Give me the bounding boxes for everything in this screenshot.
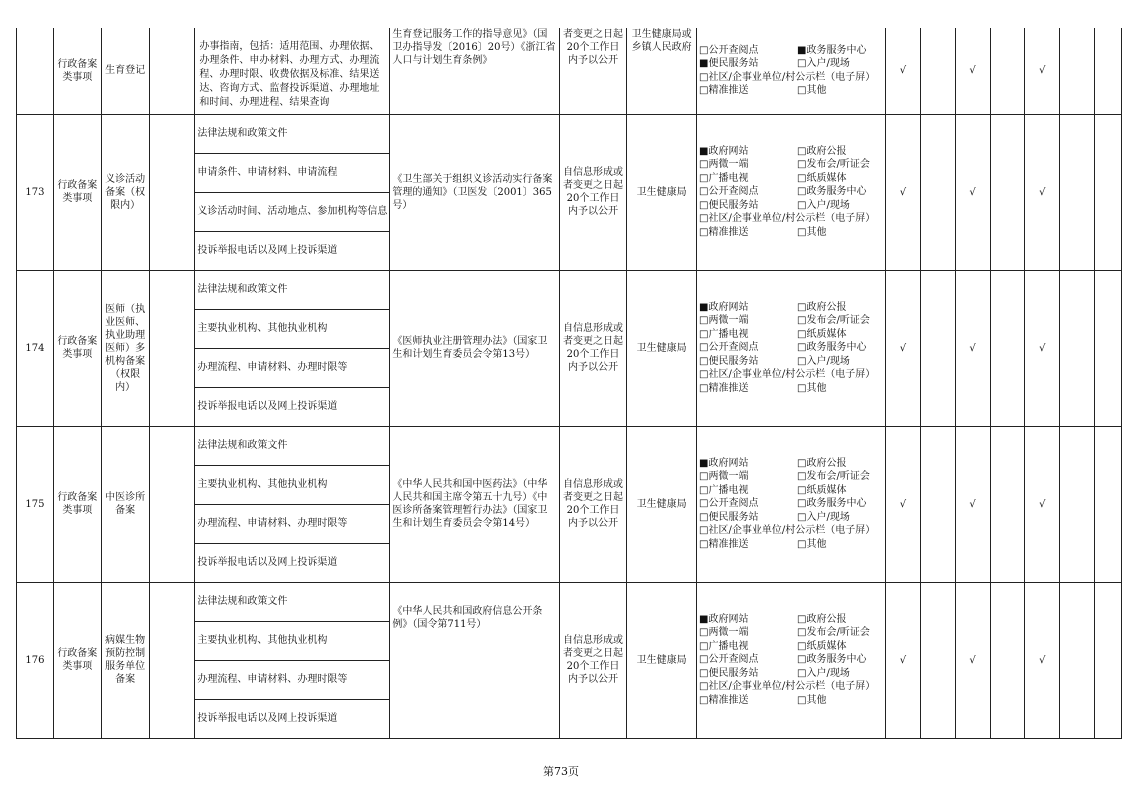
unchecked-box-icon: □ <box>797 355 807 367</box>
channel-label: 社区/企事业单位/村公示栏（电子屏） <box>708 369 876 381</box>
unchecked-box-icon: □ <box>699 484 709 496</box>
page-number: 第73页 <box>543 765 579 778</box>
empty-cell <box>1060 114 1095 270</box>
channel-option <box>699 524 883 538</box>
table-row <box>17 114 1122 153</box>
row-item: 病媒生物预防控制服务单位备案 <box>101 582 149 738</box>
check-mark: √ <box>955 270 990 426</box>
row-id: 176 <box>17 582 54 738</box>
channel-option <box>797 328 883 342</box>
channel-label: 发布会/听证会 <box>806 627 870 639</box>
unchecked-box-icon: □ <box>797 640 807 652</box>
content-cell: 投诉举报电话以及网上投诉渠道 <box>195 699 390 738</box>
channel-option <box>699 172 797 186</box>
row-category: 行政备案类事项 <box>53 582 101 738</box>
row-subitem <box>149 582 195 738</box>
channel-label: 发布会/听证会 <box>806 315 870 327</box>
row-item: 生育登记 <box>101 28 149 114</box>
channel-label: 两微一端 <box>708 159 749 171</box>
checked-box-icon: ■ <box>699 613 709 625</box>
channel-option <box>699 212 883 226</box>
unchecked-box-icon: □ <box>797 627 807 639</box>
empty-cell <box>990 114 1025 270</box>
channel-label: 政务服务中心 <box>806 186 867 198</box>
channel-option <box>797 470 883 484</box>
unchecked-box-icon: □ <box>699 538 709 550</box>
check-mark: √ <box>886 582 921 738</box>
timing-cell: 自信息形成或者变更之日起20个工作日内予以公开 <box>559 582 627 738</box>
channel-option <box>797 694 883 708</box>
channel-option <box>699 368 883 382</box>
channel-label: 政务服务中心 <box>806 342 867 354</box>
unchecked-box-icon: □ <box>797 328 807 340</box>
channel-label: 精准推送 <box>708 538 749 550</box>
unchecked-box-icon: □ <box>797 667 807 679</box>
channel-label: 入户/现场 <box>806 511 850 523</box>
channel-option <box>699 470 797 484</box>
channel-option <box>699 667 797 681</box>
channel-label: 社区/企事业单位/村公示栏（电子屏） <box>708 681 876 693</box>
basis-cell: 《中华人民共和国中医药法》（中华人民共和国主席令第五十九号）《中医诊所备案管理暂行办法》（国家卫生和计划生育委员会令第14号） <box>390 426 559 582</box>
empty-cell <box>1095 270 1122 426</box>
unchecked-box-icon: □ <box>699 159 709 171</box>
unchecked-box-icon: □ <box>797 382 807 394</box>
subject-cell: 卫生健康局 <box>627 426 697 582</box>
unchecked-box-icon: □ <box>797 511 807 523</box>
content-cell: 投诉举报电话以及网上投诉渠道 <box>195 387 390 426</box>
channel-option <box>797 185 883 199</box>
channel-label: 广播电视 <box>708 640 749 652</box>
channel-label: 其他 <box>806 226 827 238</box>
channel-option <box>797 626 883 640</box>
channel-label: 公开查阅点 <box>708 44 759 56</box>
channel-option <box>797 145 883 159</box>
channel-option <box>797 226 883 240</box>
unchecked-box-icon: □ <box>797 58 807 70</box>
empty-cell <box>1060 28 1095 114</box>
empty-cell <box>920 270 955 426</box>
empty-cell <box>1095 426 1122 582</box>
empty-cell <box>1095 582 1122 738</box>
unchecked-box-icon: □ <box>699 315 709 327</box>
channel-label: 精准推送 <box>708 694 749 706</box>
channel-label: 其他 <box>806 85 827 97</box>
channel-option <box>699 382 797 396</box>
channel-label: 社区/企事业单位/村公示栏（电子屏） <box>708 213 876 225</box>
channel-label: 政府网站 <box>708 457 749 469</box>
unchecked-box-icon: □ <box>699 342 709 354</box>
unchecked-box-icon: □ <box>699 213 709 225</box>
channel-option <box>797 640 883 654</box>
channel-label: 公开查阅点 <box>708 654 759 666</box>
channel-label: 政务服务中心 <box>806 498 867 510</box>
content-cell: 办理流程、申请材料、办理时限等 <box>195 660 390 699</box>
empty-cell <box>990 28 1025 114</box>
unchecked-box-icon: □ <box>699 667 709 679</box>
empty-cell <box>920 28 955 114</box>
row-item: 医师（执业医师、执业助理医师）多机构备案（权限内） <box>101 270 149 426</box>
content-cell: 主要执业机构、其他执业机构 <box>195 621 390 660</box>
channel-label: 入户/现场 <box>806 355 850 367</box>
empty-cell <box>1095 114 1122 270</box>
channel-label: 政府公报 <box>806 301 847 313</box>
unchecked-box-icon: □ <box>699 654 709 666</box>
check-mark: √ <box>886 114 921 270</box>
channels-cell <box>697 28 886 114</box>
channel-label: 公开查阅点 <box>708 186 759 198</box>
check-mark: √ <box>1025 426 1060 582</box>
content-cell: 义诊活动时间、活动地点、参加机构等信息 <box>195 192 390 231</box>
row-category: 行政备案类事项 <box>53 114 101 270</box>
subject-cell: 卫生健康局 <box>627 582 697 738</box>
channel-option <box>699 640 797 654</box>
unchecked-box-icon: □ <box>797 159 807 171</box>
channel-option <box>797 172 883 186</box>
check-mark: √ <box>955 114 990 270</box>
unchecked-box-icon: □ <box>797 538 807 550</box>
row-id: 173 <box>17 114 54 270</box>
disclosure-table <box>16 28 1122 739</box>
row-id <box>17 28 54 114</box>
channel-option <box>797 314 883 328</box>
channel-option <box>699 199 797 213</box>
unchecked-box-icon: □ <box>797 457 807 469</box>
channel-option <box>797 538 883 552</box>
channel-label: 政府公报 <box>806 457 847 469</box>
unchecked-box-icon: □ <box>699 382 709 394</box>
unchecked-box-icon: □ <box>699 71 709 83</box>
row-category: 行政备案类事项 <box>53 270 101 426</box>
check-mark: √ <box>1025 582 1060 738</box>
check-mark: √ <box>955 582 990 738</box>
unchecked-box-icon: □ <box>797 694 807 706</box>
unchecked-box-icon: □ <box>797 145 807 157</box>
content-cell: 投诉举报电话以及网上投诉渠道 <box>195 543 390 582</box>
channel-option <box>797 511 883 525</box>
channel-label: 便民服务站 <box>708 667 759 679</box>
unchecked-box-icon: □ <box>699 640 709 652</box>
channel-option <box>699 185 797 199</box>
channels-cell <box>697 114 886 270</box>
check-mark: √ <box>886 28 921 114</box>
channel-option <box>797 497 883 511</box>
channel-label: 便民服务站 <box>708 355 759 367</box>
channel-label: 广播电视 <box>708 484 749 496</box>
unchecked-box-icon: □ <box>797 301 807 313</box>
channel-option <box>797 199 883 213</box>
channel-option <box>797 44 883 58</box>
channel-label: 政府网站 <box>708 613 749 625</box>
channel-option <box>797 355 883 369</box>
unchecked-box-icon: □ <box>699 85 709 97</box>
channel-option <box>797 484 883 498</box>
check-mark: √ <box>955 28 990 114</box>
check-mark: √ <box>886 426 921 582</box>
channel-option <box>797 158 883 172</box>
unchecked-box-icon: □ <box>699 498 709 510</box>
channel-option <box>699 680 883 694</box>
channel-label: 两微一端 <box>708 627 749 639</box>
basis-cell: 《中华人民共和国政府信息公开条例》（国令第711号） <box>390 582 559 738</box>
channel-label: 精准推送 <box>708 226 749 238</box>
checked-box-icon: ■ <box>699 301 709 313</box>
unchecked-box-icon: □ <box>699 369 709 381</box>
channel-option <box>797 613 883 627</box>
channel-label: 便民服务站 <box>708 511 759 523</box>
unchecked-box-icon: □ <box>797 226 807 238</box>
channel-option <box>699 301 797 315</box>
unchecked-box-icon: □ <box>699 627 709 639</box>
empty-cell <box>1095 28 1122 114</box>
channel-label: 发布会/听证会 <box>806 471 870 483</box>
empty-cell <box>920 582 955 738</box>
unchecked-box-icon: □ <box>699 511 709 523</box>
unchecked-box-icon: □ <box>699 44 709 56</box>
unchecked-box-icon: □ <box>699 226 709 238</box>
channel-label: 其他 <box>806 538 827 550</box>
table-row <box>17 270 1122 309</box>
channel-label: 其他 <box>806 694 827 706</box>
content-cell: 法律法规和政策文件 <box>195 582 390 621</box>
content-cell: 主要执业机构、其他执业机构 <box>195 465 390 504</box>
subject-cell: 卫生健康局 <box>627 270 697 426</box>
basis-cell: 生育登记服务工作的指导意见》（国卫办指导发〔2016〕20号）《浙江省人口与计划生育条例》 <box>390 28 559 114</box>
channel-option <box>699 511 797 525</box>
channel-option <box>699 314 797 328</box>
check-mark: √ <box>955 426 990 582</box>
channel-label: 精准推送 <box>708 382 749 394</box>
empty-cell <box>990 582 1025 738</box>
channel-option <box>797 457 883 471</box>
row-subitem <box>149 114 195 270</box>
unchecked-box-icon: □ <box>699 199 709 211</box>
checked-box-icon: ■ <box>699 58 709 70</box>
channels-cell <box>697 426 886 582</box>
channel-option <box>797 653 883 667</box>
unchecked-box-icon: □ <box>699 186 709 198</box>
channel-option <box>699 484 797 498</box>
channel-option <box>797 84 883 98</box>
channel-label: 两微一端 <box>708 471 749 483</box>
timing-cell: 者变更之日起20个工作日内予以公开 <box>559 28 627 114</box>
check-mark: √ <box>886 270 921 426</box>
channel-label: 政府公报 <box>806 613 847 625</box>
channel-label: 政府网站 <box>708 145 749 157</box>
unchecked-box-icon: □ <box>797 342 807 354</box>
channel-option <box>699 457 797 471</box>
timing-cell: 自信息形成或者变更之日起20个工作日内予以公开 <box>559 114 627 270</box>
unchecked-box-icon: □ <box>699 525 709 537</box>
table-row <box>17 426 1122 465</box>
timing-cell: 自信息形成或者变更之日起20个工作日内予以公开 <box>559 426 627 582</box>
table-row <box>17 582 1122 621</box>
channel-label: 广播电视 <box>708 328 749 340</box>
channel-label: 政府公报 <box>806 145 847 157</box>
unchecked-box-icon: □ <box>797 613 807 625</box>
empty-cell <box>1060 582 1095 738</box>
channels-cell <box>697 270 886 426</box>
row-item: 中医诊所备案 <box>101 426 149 582</box>
channel-option <box>699 84 797 98</box>
channel-option <box>699 355 797 369</box>
unchecked-box-icon: □ <box>699 328 709 340</box>
unchecked-box-icon: □ <box>797 172 807 184</box>
row-id: 175 <box>17 426 54 582</box>
channel-label: 两微一端 <box>708 315 749 327</box>
unchecked-box-icon: □ <box>699 355 709 367</box>
empty-cell <box>1060 426 1095 582</box>
content-cell: 办理流程、申请材料、办理时限等 <box>195 348 390 387</box>
unchecked-box-icon: □ <box>797 471 807 483</box>
channel-label: 入户/现场 <box>806 199 850 211</box>
checked-box-icon: ■ <box>699 457 709 469</box>
row-subitem <box>149 28 195 114</box>
channel-label: 公开查阅点 <box>708 498 759 510</box>
empty-cell <box>920 426 955 582</box>
channel-label: 纸质媒体 <box>806 640 847 652</box>
unchecked-box-icon: □ <box>699 681 709 693</box>
empty-cell <box>990 426 1025 582</box>
channel-option <box>699 44 797 58</box>
unchecked-box-icon: □ <box>797 654 807 666</box>
channel-option <box>699 328 797 342</box>
basis-cell: 《医师执业注册管理办法》（国家卫生和计划生育委员会令第13号） <box>390 270 559 426</box>
empty-cell <box>920 114 955 270</box>
channel-option <box>699 71 883 85</box>
row-subitem <box>149 426 195 582</box>
channel-label: 便民服务站 <box>708 58 759 70</box>
check-mark: √ <box>1025 28 1060 114</box>
channel-option <box>699 626 797 640</box>
row-category: 行政备案类事项 <box>53 426 101 582</box>
channel-option <box>699 538 797 552</box>
channel-label: 纸质媒体 <box>806 172 847 184</box>
channel-option <box>699 653 797 667</box>
content-cell: 法律法规和政策文件 <box>195 270 390 309</box>
channel-option <box>699 694 797 708</box>
content-cell: 申请条件、申请材料、申请流程 <box>195 153 390 192</box>
unchecked-box-icon: □ <box>699 694 709 706</box>
check-mark: √ <box>1025 270 1060 426</box>
channel-label: 入户/现场 <box>806 58 850 70</box>
unchecked-box-icon: □ <box>699 172 709 184</box>
check-mark: √ <box>1025 114 1060 270</box>
channel-label: 广播电视 <box>708 172 749 184</box>
channel-label: 便民服务站 <box>708 199 759 211</box>
unchecked-box-icon: □ <box>699 471 709 483</box>
content-cell: 法律法规和政策文件 <box>195 426 390 465</box>
channel-label: 入户/现场 <box>806 667 850 679</box>
channel-label: 发布会/听证会 <box>806 159 870 171</box>
basis-cell: 《卫生部关于组织义诊活动实行备案管理的通知》（卫医发〔2001〕365号） <box>390 114 559 270</box>
empty-cell <box>990 270 1025 426</box>
channel-option <box>699 226 797 240</box>
checked-box-icon: ■ <box>699 145 709 157</box>
channel-option <box>699 497 797 511</box>
unchecked-box-icon: □ <box>797 498 807 510</box>
content-cell: 法律法规和政策文件 <box>195 114 390 153</box>
channel-label: 社区/企事业单位/村公示栏（电子屏） <box>708 525 876 537</box>
content-cell: 办理流程、申请材料、办理时限等 <box>195 504 390 543</box>
channel-option <box>699 613 797 627</box>
channel-label: 政府网站 <box>708 301 749 313</box>
content-cell: 办事指南，包括：适用范围、办理依据、办理条件、申办材料、办理方式、办理流程、办理时限、收费依据及标准、结果送达、咨询方式、监督投诉渠道、办理地址和时间、办理进程、结果查询 <box>195 28 390 114</box>
row-category: 行政备案类事项 <box>53 28 101 114</box>
channel-label: 其他 <box>806 382 827 394</box>
subject-cell: 卫生健康局或乡镇人民政府 <box>627 28 697 114</box>
channel-option <box>797 341 883 355</box>
row-id: 174 <box>17 270 54 426</box>
row-subitem <box>149 270 195 426</box>
checked-box-icon: ■ <box>797 44 807 56</box>
table-row <box>17 28 1122 114</box>
unchecked-box-icon: □ <box>797 484 807 496</box>
channel-label: 公开查阅点 <box>708 342 759 354</box>
channel-label: 政务服务中心 <box>806 654 867 666</box>
channel-option <box>797 667 883 681</box>
channel-option <box>797 301 883 315</box>
content-cell: 投诉举报电话以及网上投诉渠道 <box>195 231 390 270</box>
unchecked-box-icon: □ <box>797 315 807 327</box>
subject-cell: 卫生健康局 <box>627 114 697 270</box>
content-cell: 主要执业机构、其他执业机构 <box>195 309 390 348</box>
channel-label: 纸质媒体 <box>806 484 847 496</box>
channel-option <box>699 341 797 355</box>
channel-option <box>797 57 883 71</box>
channel-option <box>699 158 797 172</box>
channels-cell <box>697 582 886 738</box>
channel-option <box>797 382 883 396</box>
unchecked-box-icon: □ <box>797 199 807 211</box>
empty-cell <box>1060 270 1095 426</box>
channel-option <box>699 145 797 159</box>
unchecked-box-icon: □ <box>797 186 807 198</box>
channel-label: 社区/企事业单位/村公示栏（电子屏） <box>708 71 876 83</box>
channel-label: 纸质媒体 <box>806 328 847 340</box>
channel-label: 政务服务中心 <box>806 44 867 56</box>
row-item: 义诊活动备案（权限内） <box>101 114 149 270</box>
timing-cell: 自信息形成或者变更之日起20个工作日内予以公开 <box>559 270 627 426</box>
channel-option <box>699 57 797 71</box>
channel-label: 精准推送 <box>708 85 749 97</box>
unchecked-box-icon: □ <box>797 85 807 97</box>
